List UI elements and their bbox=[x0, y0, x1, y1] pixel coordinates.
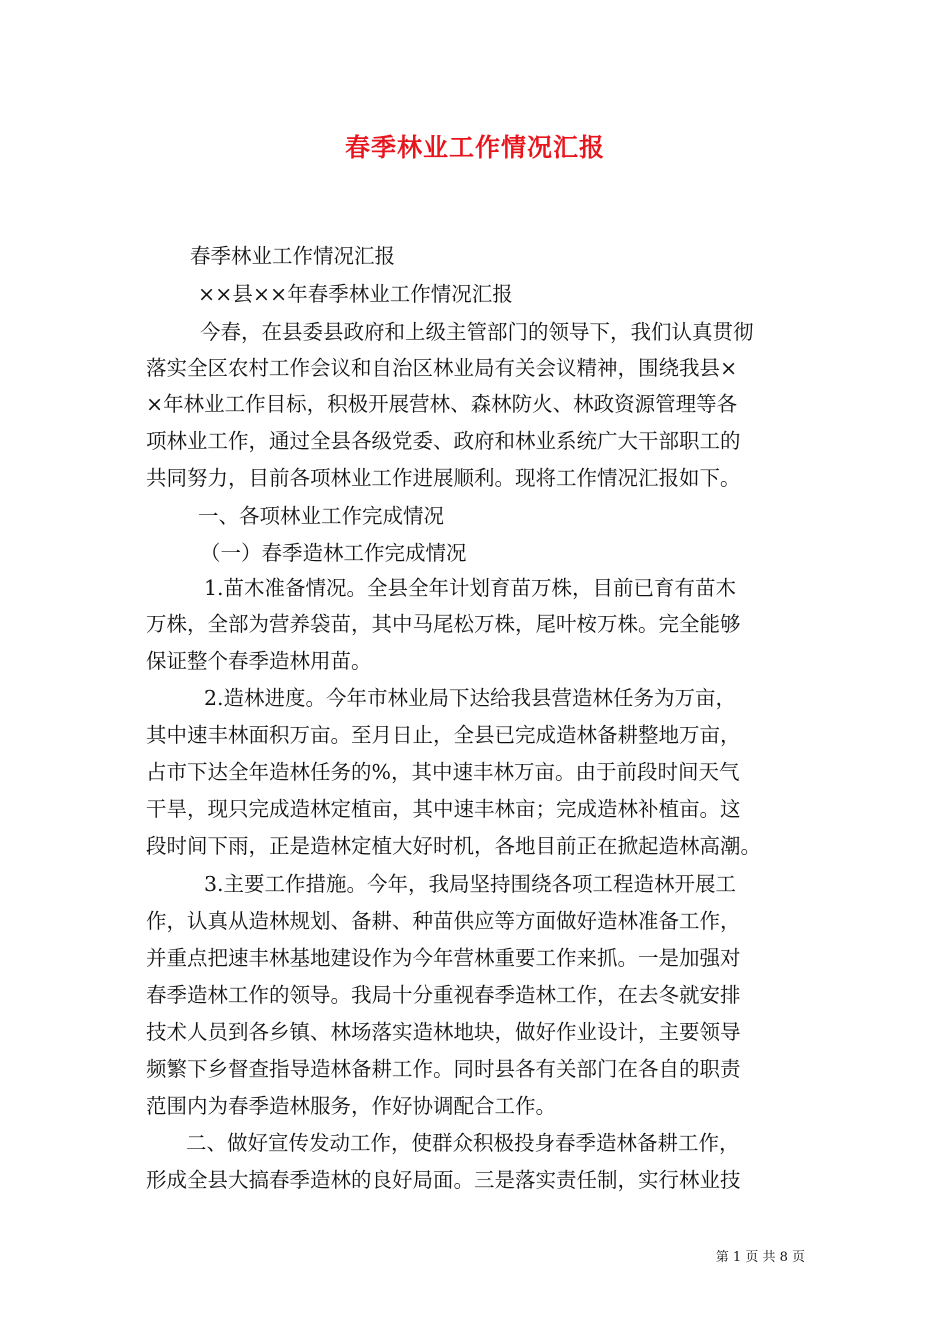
body-line: 并重点把速丰林基地建设作为今年营林重要工作来抓。一是加强对 bbox=[146, 946, 741, 970]
body-line: 今春，在县委县政府和上级主管部门的领导下，我们认真贯彻 bbox=[200, 320, 754, 344]
body-line: 技术人员到各乡镇、林场落实造林地块，做好作业设计，主要领导 bbox=[146, 1020, 741, 1044]
body-line: 二、做好宣传发动工作，使群众积极投身春季造林备耕工作， bbox=[186, 1131, 740, 1155]
body-line: ×年林业工作目标，积极开展营林、森林防火、林政资源管理等各 bbox=[146, 392, 738, 416]
body-line: 落实全区农村工作会议和自治区林业局有关会议精神，围绕我县× bbox=[146, 356, 738, 380]
body-line: 3.主要工作措施。今年，我局坚持围绕各项工程造林开展工 bbox=[204, 872, 737, 896]
document-title: 春季林业工作情况汇报 bbox=[344, 133, 605, 162]
body-line: 作，认真从造林规划、备耕、种苗供应等方面做好造林准备工作， bbox=[146, 909, 741, 933]
section-heading: 一、各项林业工作完成情况 bbox=[198, 504, 444, 528]
body-line: 形成全县大搞春季造林的良好局面。三是落实责任制，实行林业技 bbox=[146, 1168, 741, 1192]
body-line: 频繁下乡督查指导造林备耕工作。同时县各有关部门在各自的职责 bbox=[146, 1057, 741, 1081]
body-line: 范围内为春季造林服务，作好协调配合工作。 bbox=[146, 1094, 556, 1118]
body-line: 其中速丰林面积万亩。至月日止，全县已完成造林备耕整地万亩， bbox=[146, 723, 741, 747]
body-line: 春季造林工作的领导。我局十分重视春季造林工作，在去冬就安排 bbox=[146, 983, 741, 1007]
body-line: 万株，全部为营养袋苗，其中马尾松万株，尾叶桉万株。完全能够 bbox=[146, 612, 741, 636]
body-line: 共同努力，目前各项林业工作进展顺利。现将工作情况汇报如下。 bbox=[146, 466, 741, 490]
body-line: 春季林业工作情况汇报 bbox=[190, 244, 395, 268]
body-line: 项林业工作，通过全县各级党委、政府和林业系统广大干部职工的 bbox=[146, 429, 741, 453]
body-line: 保证整个春季造林用苗。 bbox=[146, 649, 372, 673]
body-line: 占市下达全年造林任务的%，其中速丰林万亩。由于前段时间天气 bbox=[146, 760, 740, 784]
body-line: 2.造林进度。今年市林业局下达给我县营造林任务为万亩， bbox=[204, 686, 737, 710]
body-line: ××县××年春季林业工作情况汇报 bbox=[198, 282, 513, 306]
subsection-heading: （一）春季造林工作完成情况 bbox=[200, 541, 467, 565]
body-line: 段时间下雨，正是造林定植大好时机，各地目前正在掀起造林高潮。 bbox=[146, 834, 761, 858]
body-line: 干旱，现只完成造林定植亩，其中速丰林亩；完成造林补植亩。这 bbox=[146, 797, 741, 821]
page-number: 第 1 页 共 8 页 bbox=[715, 1250, 805, 1265]
body-line: 1.苗木准备情况。全县全年计划育苗万株，目前已育有苗木 bbox=[204, 576, 737, 600]
